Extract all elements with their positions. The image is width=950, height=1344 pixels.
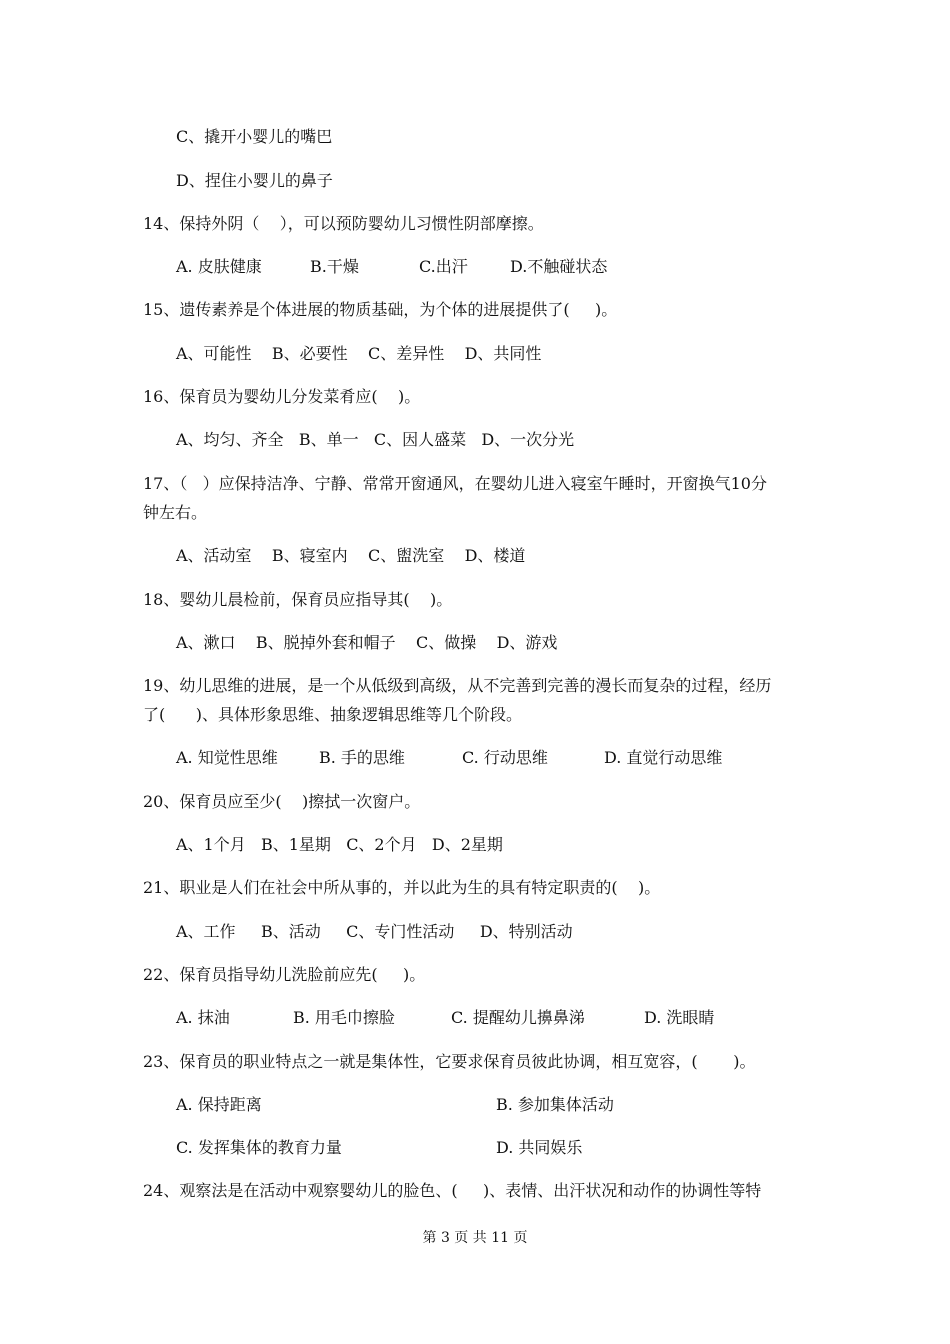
q21-options: A、工作 B、活动 C、专门性活动 D、特别活动 [176,922,573,941]
q23-option-b: B. 参加集体活动 [496,1095,614,1114]
question-16: 16、保育员为婴幼儿分发菜肴应( )。 [143,387,421,406]
q23-options-row-2 [176,1138,876,1218]
q22-option-a: A. 抹油 [176,1008,230,1027]
q13-option-d: D、捏住小婴儿的鼻子 [176,171,333,190]
question-19-line-2: 了( )、具体形象思维、抽象逻辑思维等几个阶段。 [143,705,523,724]
q19-option-c: C. 行动思维 [462,748,548,767]
question-23: 23、保育员的职业特点之一就是集体性，它要求保育员彼此协调，相互宽容，( )。 [143,1052,756,1071]
question-18: 18、婴幼儿晨检前，保育员应指导其( )。 [143,590,453,609]
q14-option-a: A. 皮肤健康 [176,257,262,276]
q18-options: A、漱口 B、脱掉外套和帽子 C、做操 D、游戏 [176,633,558,652]
q22-option-b: B. 用毛巾擦脸 [293,1008,395,1027]
q19-option-d: D. 直觉行动思维 [604,748,723,767]
page-footer: 第 3 页 共 11 页 [422,1230,528,1246]
question-19-line-1: 19、幼儿思维的进展，是一个从低级到高级，从不完善到完善的漫长而复杂的过程，经历 [143,676,772,695]
question-17-line-2: 钟左右。 [143,503,208,522]
q22-option-c: C. 提醒幼儿擤鼻涕 [451,1008,585,1027]
q20-options: A、1个月 B、1星期 C、2个月 D、2星期 [176,835,503,854]
q19-option-a: A. 知觉性思维 [176,748,278,767]
q14-option-d: D.不触碰状态 [510,257,608,276]
question-17-line-1: 17、（ ）应保持洁净、宁静、常常开窗通风，在婴幼儿进入寝室午睡时，开窗换气10分 [143,474,767,493]
q14-option-c: C.出汗 [419,257,468,276]
q19-option-b: B. 手的思维 [319,748,405,767]
question-20: 20、保育员应至少( )擦拭一次窗户。 [143,792,421,811]
q13-option-c: C、撬开小婴儿的嘴巴 [176,127,333,146]
q14-option-b: B.干燥 [310,257,359,276]
q17-options: A、活动室 B、寝室内 C、盥洗室 D、楼道 [176,546,526,565]
question-14: 14、保持外阴（ ），可以预防婴幼儿习惯性阴部摩擦。 [143,214,544,233]
q15-options: A、可能性 B、必要性 C、差异性 D、共同性 [176,344,542,363]
q23-option-c: C. 发挥集体的教育力量 [176,1138,342,1157]
q23-option-a: A. 保持距离 [176,1095,262,1114]
q22-option-d: D. 洗眼睛 [644,1008,715,1027]
question-21: 21、职业是人们在社会中所从事的，并以此为生的具有特定职责的( )。 [143,878,661,897]
question-24: 24、观察法是在活动中观察婴幼儿的脸色、( )、表情、出汗状况和动作的协调性等特 [143,1181,762,1200]
q16-options: A、均匀、齐全 B、单一 C、因人盛菜 D、一次分光 [176,430,575,449]
question-15: 15、遗传素养是个体进展的物质基础，为个体的进展提供了( )。 [143,300,618,319]
q23-option-d: D. 共同娱乐 [496,1138,583,1157]
question-22: 22、保育员指导幼儿洗脸前应先( )。 [143,965,426,984]
